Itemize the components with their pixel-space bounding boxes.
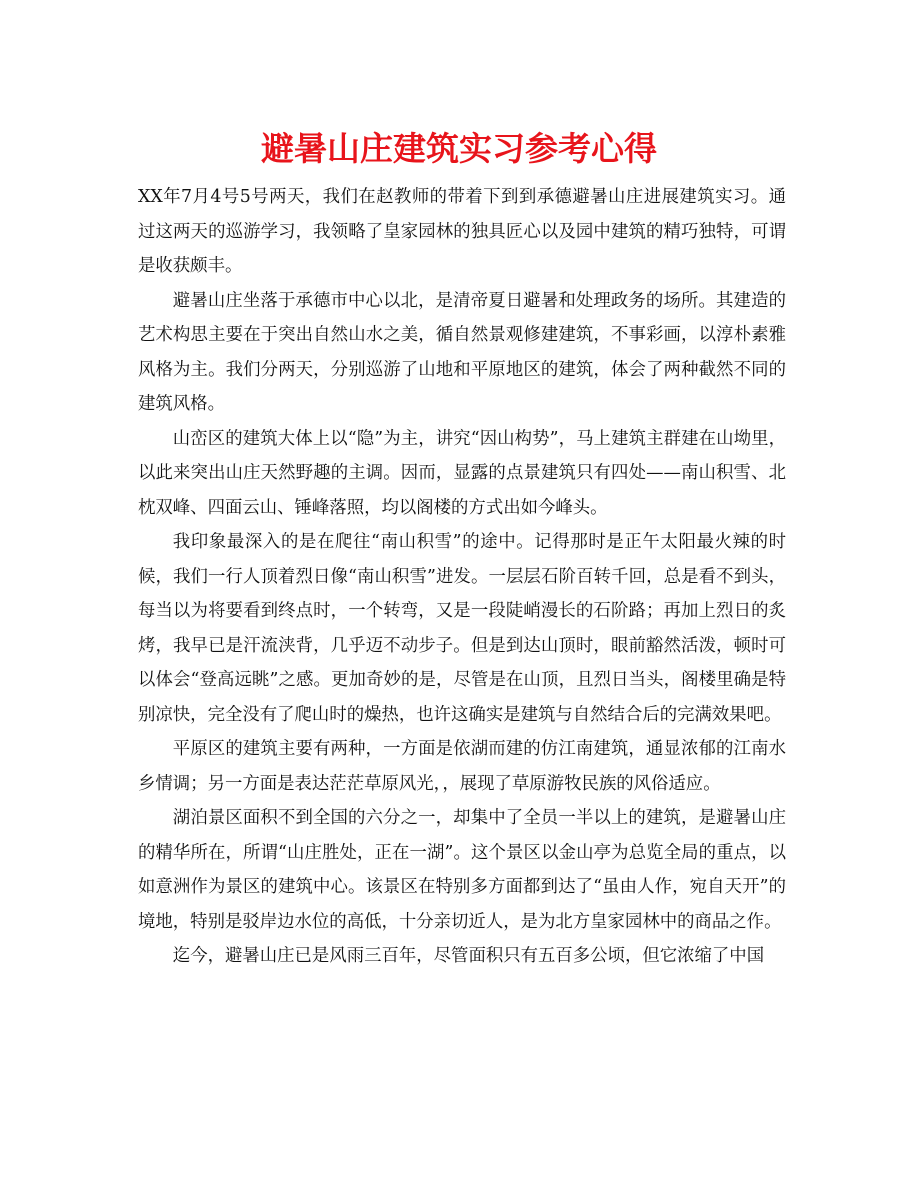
document-title: 避暑山庄建筑实习参考心得	[261, 129, 657, 168]
paragraph-mountain-area: 山峦区的建筑大体上以“隐”为主，讲究“因山构势”，马上建筑主群建在山坳里，以此来突出山庄天然野趣的主调。因而，显露的点景建筑只有四处——南山积雪、北枕双峰、四面云山、锤峰落照，均以阁楼的方式出如今峰头。	[138, 428, 786, 518]
paragraph-lake-area: 湖泊景区面积不到全国的六分之一，却集中了全员一半以上的建筑，是避暑山庄的精华所在，所谓“山庄胜处，正在一湖”。这个景区以金山亭为总览全局的重点，以如意洲作为景区的建筑中心。该景区在特别多方面都到达了“虽由人作，宛自天开”的境地，特别是驳岸边水位的高低，十分亲切近人，是为北方皇家园林中的商品之作。	[138, 808, 786, 932]
paragraph-location: 避暑山庄坐落于承德市中心以北，是清帝夏日避暑和处理政务的场所。其建造的艺术构思主要在于突出自然山水之美，循自然景观修建建筑，不事彩画，以淳朴素雅风格为主。我们分两天，分别巡游了山地和平原地区的建筑，体会了两种截然不同的建筑风格。	[138, 290, 786, 414]
paragraph-climb-memory: 我印象最深入的是在爬往“南山积雪”的途中。记得那时是正午太阳最火辣的时候，我们一行人顶着烈日像“南山积雪”进发。一层层石阶百转千回，总是看不到头，每当以为将要看到终点时，一个转弯，又是一段陡峭漫长的石阶路；再加上烈日的炙烤，我早已是汗流浃背，几乎迈不动步子。但是到达山顶时，眼前豁然活泼，顿时可以体会“登高远眺”之感。更加奇妙的是，尽管是在山顶，且烈日当头，阁楼里确是特别凉快，完全没有了爬山时的燥热，也许这确实是建筑与自然结合后的完满效果吧。	[138, 532, 786, 725]
paragraph-intro: XX年7月4号5号两天，我们在赵教师的带着下到到承德避暑山庄进展建筑实习。通过这两天的巡游学习，我领略了皇家园林的独具匠心以及园中建筑的精巧独特，可谓是收获颇丰。	[138, 187, 786, 276]
paragraph-plain-area: 平原区的建筑主要有两种，一方面是依湖而建的仿江南建筑，通显浓郁的江南水乡情调；另一方面是表达茫茫草原风光，，展现了草原游牧民族的风俗适应。	[138, 739, 786, 794]
document-page	[138, 118, 786, 974]
paragraph-conclusion: 迄今，避暑山庄已是风雨三百年，尽管面积只有五百多公顷，但它浓缩了中国	[172, 946, 765, 966]
